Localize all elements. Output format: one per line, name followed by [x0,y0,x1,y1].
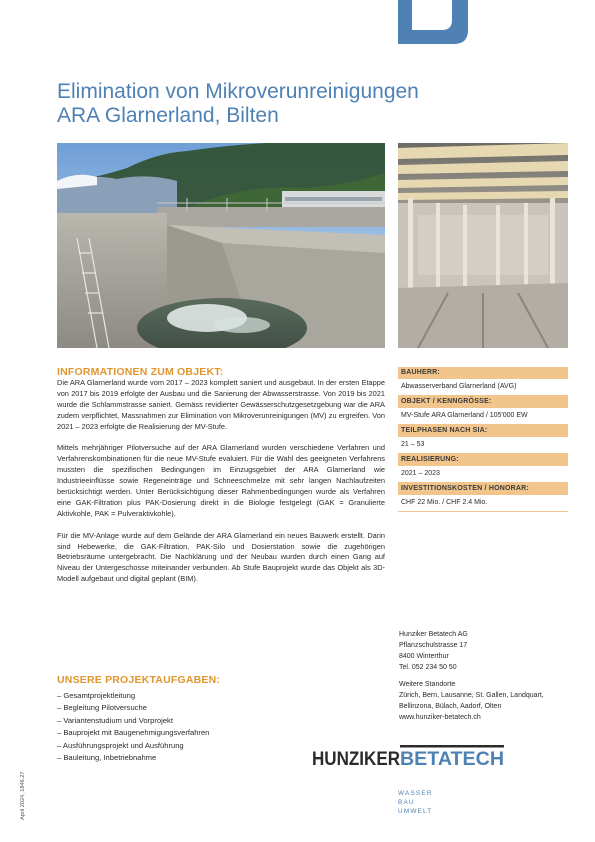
company-website[interactable]: www.hunziker-betatech.ch [399,714,481,721]
photo-treatment-basin [57,143,385,348]
title-line-1: Elimination von Mikroverunreinigungen [57,80,419,103]
tasks-list [57,690,209,764]
fact-value-realization: 2021 – 2023 [398,466,568,483]
locations-line-1: Zürich, Bern, Lausanne, St. Gallen, Landquart, [399,692,544,699]
list-item: – Ausführungsprojekt und Ausführung [57,740,184,750]
tagline-environment: UMWELT [398,808,433,815]
tasks-heading: UNSERE PROJEKTAUFGABEN: [57,674,221,686]
locations-heading: Weitere Standorte [399,681,456,688]
fact-value-client: Abwasserverband Glarnerland (AVG) [398,379,568,396]
brand-part-1: HUNZIKER [312,749,401,770]
company-city: 8400 Winterthur [399,653,449,660]
logo-mark [398,0,468,44]
fact-label-realization: REALISIERUNG: [398,454,568,466]
list-item: – Begleitung Pilotversuche [57,703,147,713]
fact-value-costs: CHF 22 Mio. / CHF 2.4 Mio. [398,495,568,512]
list-item: – Gesamtprojektleitung [57,691,136,700]
fact-label-object: OBJEKT / KENNGRÖSSE: [398,396,568,408]
list-item: – Bauleitung, Inbetriebnahme [57,753,157,763]
info-paragraph-3: Für die MV-Anlage wurde auf dem Gelände der ARA Glarnerland ein neues Bauwerk erstellt. Darin sind Hebewerke, die GAK-Filtration, PAK-Silo und Dosierstation sowie die zugehörigen Betriebsräume untergebracht. Die Nachklärung und der Neubau wurden durch einen Gang auf Niveau der Untergeschosse miteinander verbunden. Ab Stufe Bauprojekt wurde das Objekt als 3D-Modell aufgebaut und digital geplant (BIM). [57,530,385,584]
brand-tagline [398,789,433,816]
document-date-code: April 2024, 1846.27 [20,771,26,820]
fact-label-costs: INVESTITIONSKOSTEN / HONORAR: [398,483,568,495]
company-address [399,629,544,723]
brand-logo [312,745,512,773]
page-title [57,80,419,128]
fact-value-object: MV-Stufe ARA Glarnerland / 105'000 EW [398,408,568,425]
photo-filter-hall [398,143,568,348]
tagline-construction: BAU [398,799,415,806]
company-name: Hunziker Betatech AG [399,631,468,638]
info-paragraph-1: Die ARA Glarnerland wurde vom 2017 – 2023 komplett saniert und ausgebaut. In der ersten Etappe von 2017 bis 2019 erfolgte der Ausbau und die Sanierung der Abwasserstrasse. Von 2019 bis 2021 wurde die Schlammstrasse saniert. Gemäss revidierter Gewässerschutzgesetzgebung war die ARA zudem verpflichtet, Massnahmen zur Elimination von Mikroverunreinigungen (MV) zu ergreifen. Von 2021 – 2023 erfolgte die Realisierung der MV-Stufe. [57,378,385,431]
info-text [57,378,385,596]
locations-line-2: Bellinzona, Bülach, Aadorf, Olten [399,703,502,710]
brand-part-2: BETATECH [400,749,504,770]
title-line-2: ARA Glarnerland, Bilten [57,104,279,127]
project-facts [398,367,568,512]
list-item: – Bauprojekt mit Baugenehmigungsverfahren [57,728,210,738]
list-item: – Variantenstudium und Vorprojekt [57,715,173,725]
company-phone: Tel. 052 234 50 50 [399,664,457,671]
fact-label-client: BAUHERR: [398,367,568,379]
info-paragraph-2: Mittels mehrjähriger Pilotversuche auf der ARA Glarnerland wurden verschiedene Verfahren und Verfahrenskombinationen für die neue MV-Stufe evaluiert. Für die Wahl des geeigneten Verfahrens mussten die spezifischen Bedingungen im Einzugsgebiet der ARA Glarnerland wie Industrieeinflüsse sowie Regeneinträge und Schneeschmelze mit sehr langen Nachlaufzeiten berücksichtigt werden. Unter Berücksichtigung dieser Rahmenbedingungen wurde als Verfahren eine GAK-Filtration plus PAK-Dosierung direkt in die Biologie festgelegt (GAK = Granulierte Aktivkohle, PAK = Pulveraktivkohle). [57,443,385,518]
company-street: Pflanzschulstrasse 17 [399,642,468,649]
fact-label-phases: TEILPHASEN NACH SIA: [398,425,568,437]
info-heading: INFORMATIONEN ZUM OBJEKT: [57,366,224,378]
tagline-water: WASSER [398,790,433,797]
fact-value-phases: 21 – 53 [398,437,568,454]
